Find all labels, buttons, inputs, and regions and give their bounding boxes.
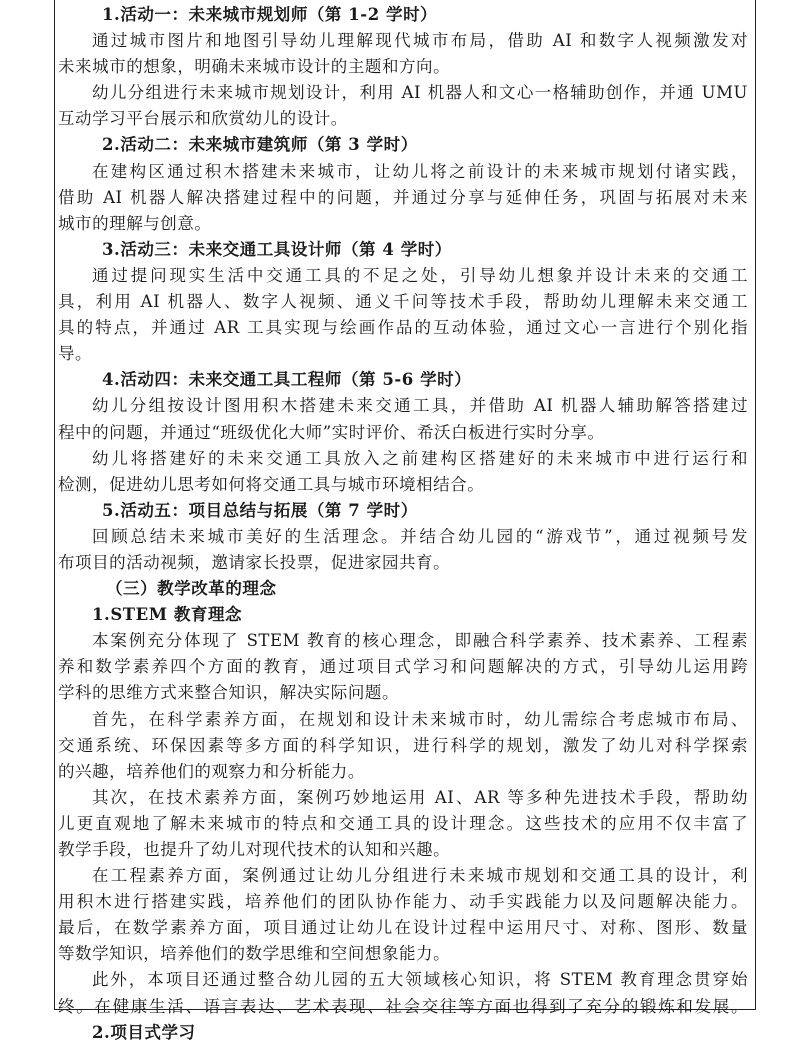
paragraph-line: 首先，在科学素养方面，在规划和设计未来城市时，幼儿需综合考虑城市布局、 [92, 709, 748, 729]
paragraph-line: 儿更直观地了解未来城市的特点和交通工具的设计理念。这些技术的应用不仅丰富了 [58, 813, 748, 833]
activity-4-heading: 4.活动四：未来交通工具工程师（第 5-6 学时） [102, 370, 472, 390]
paragraph-line: 程中的问题，并通过“班级优化大师”实时评价、希沃白板进行实时分享。 [58, 422, 605, 442]
paragraph-line: 其次，在技术素养方面，案例巧妙地运用 AI、AR 等多种先进技术手段，帮助幼 [92, 787, 748, 807]
paragraph-line: 借助 AI 机器人解决搭建过程中的问题，并通过分享与延伸任务，巩固与拓展对未来 [58, 187, 748, 207]
paragraph-line: 交通系统、环保因素等多方面的科学知识，进行科学的规划，激发了幼儿对科学探索 [58, 735, 748, 755]
paragraph-line: 互动学习平台展示和欣赏幼儿的设计。 [58, 109, 348, 129]
paragraph-line: 幼儿分组按设计图用积木搭建未来交通工具，并借助 AI 机器人辅助解答搭建过 [92, 396, 748, 416]
paragraph-line: 布项目的活动视频，邀请家长投票，促进家园共育。 [58, 552, 451, 572]
paragraph-line: 检测，促进幼儿思考如何将交通工具与城市环境相结合。 [58, 474, 485, 494]
paragraph-line: 用积木进行搭建实践，培养他们的团队协作能力、动手实践能力以及问题解决能力。 [58, 892, 748, 912]
paragraph-line: 本案例充分体现了 STEM 教育的核心理念，即融合科学素养、技术素养、工程素 [92, 631, 748, 651]
paragraph-line: 回顾总结未来城市美好的生活理念。并结合幼儿园的“游戏节”，通过视频号发 [92, 526, 748, 546]
paragraph-line: 在工程素养方面，案例通过让幼儿分组进行未来城市规划和交通工具的设计，利 [92, 866, 748, 886]
subsection-heading: 2.项目式学习 [92, 1022, 196, 1042]
activity-2-heading: 2.活动二：未来城市建筑师（第 3 学时） [102, 135, 418, 155]
paragraph-line: 学科的思维方式来整合知识，解决实际问题。 [58, 683, 399, 703]
paragraph-line: 等数学知识，培养他们的数学思维和空间想象能力。 [58, 944, 451, 964]
paragraph-line: 的兴趣，培养他们的观察力和分析能力。 [58, 761, 365, 781]
paragraph-line: 幼儿分组进行未来城市规划设计，利用 AI 机器人和文心一格辅助创作，并通 UMU [92, 83, 748, 103]
paragraph-line: 教学手段，也提升了幼儿对现代技术的认知和兴趣。 [58, 840, 451, 859]
paragraph-line: 通过提问现实生活中交通工具的不足之处，引导幼儿想象并设计未来的交通工 [92, 265, 748, 285]
activity-1-heading: 1.活动一：未来城市规划师（第 1-2 学时） [102, 5, 438, 24]
paragraph-line: 未来城市的想象，明确未来城市设计的主题和方向。 [58, 57, 451, 77]
paragraph-line: 养和数学素养四个方面的教育，通过项目式学习和问题解决的方式，引导幼儿运用跨 [58, 657, 748, 677]
paragraph-line: 具的特点，并通过 AR 工具实现与绘画作品的互动体验，通过文心一言进行个别化指 [58, 318, 748, 338]
paragraph-line: 此外，本项目还通过整合幼儿园的五大领域核心知识，将 STEM 教育理念贯穿始 [92, 970, 748, 990]
subsection-heading: 1.STEM 教育理念 [92, 605, 243, 625]
paragraph-line: 幼儿将搭建好的未来交通工具放入之前建构区搭建好的未来城市中进行运行和 [92, 448, 748, 468]
document-body [58, 2, 748, 1046]
paragraph-line: 城市的理解与创意。 [58, 213, 212, 233]
paragraph-line: 具，利用 AI 机器人、数字人视频、通义千问等技术手段，帮助幼儿理解未来交通工 [58, 292, 748, 312]
paragraph-line: 最后，在数学素养方面，项目通过让幼儿在设计过程中运用尺寸、对称、图形、数量 [58, 918, 748, 938]
activity-5-heading: 5.活动五：项目总结与拓展（第 7 学时） [102, 500, 418, 520]
activity-3-heading: 3.活动三：未来交通工具设计师（第 4 学时） [102, 239, 452, 259]
paragraph-line: 在建构区通过积木搭建未来城市，让幼儿将之前设计的未来城市规划付诸实践， [92, 161, 748, 181]
paragraph-line: 导。 [58, 344, 93, 364]
paragraph-line: 终。在健康生活、语言表达、艺术表现、社会交往等方面也得到了充分的锻炼和发展。 [58, 996, 748, 1016]
paragraph-line: 通过城市图片和地图引导幼儿理解现代城市布局，借助 AI 和数字人视频激发对 [92, 31, 748, 51]
section-heading: （三）教学改革的理念 [106, 579, 277, 599]
